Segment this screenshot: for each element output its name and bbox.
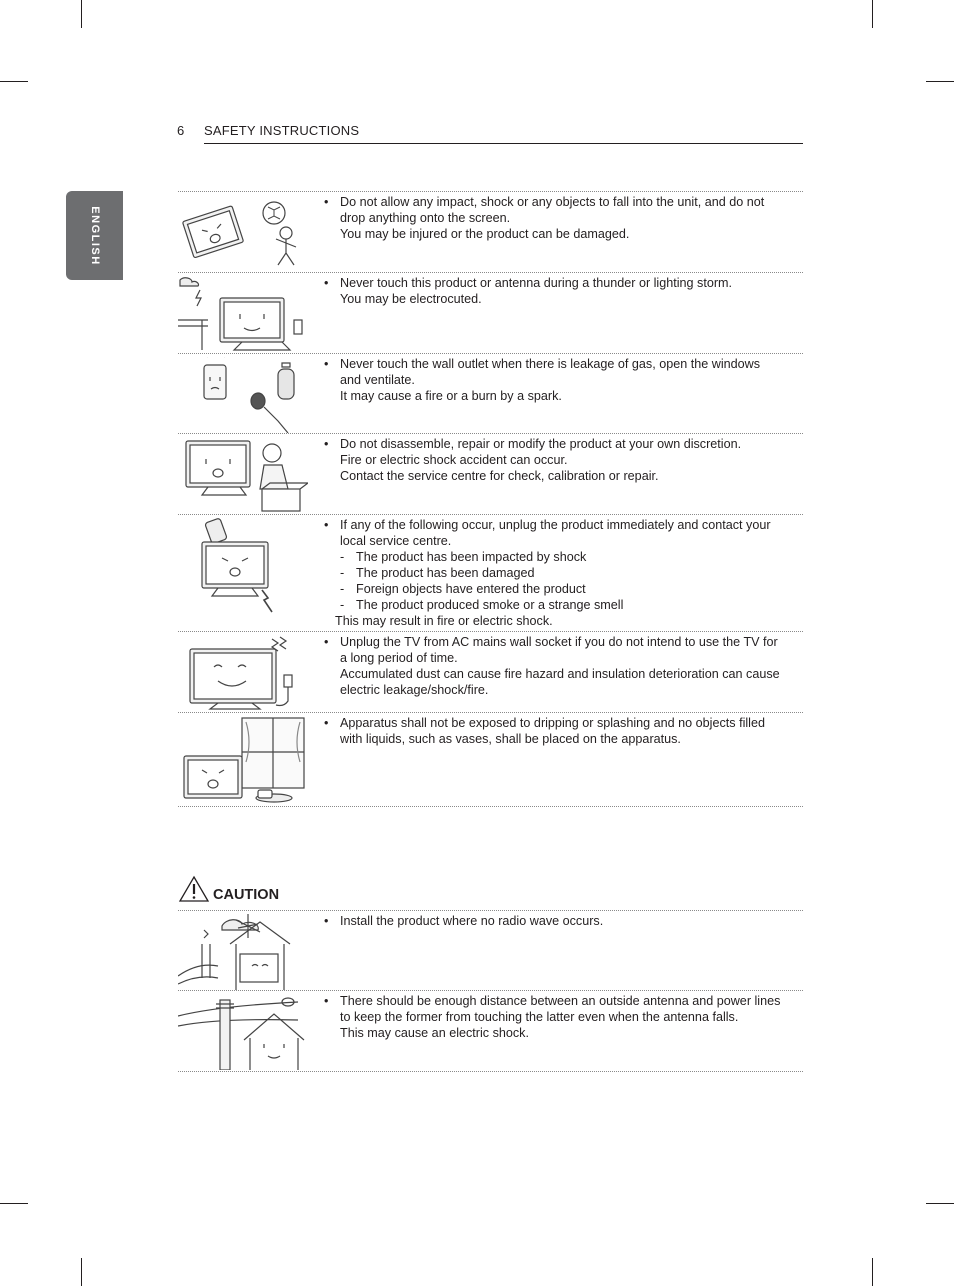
warning-line: Do not disassemble, repair or modify the product at your own discretion. xyxy=(340,437,742,451)
caution-line: This may cause an electric shock. xyxy=(340,1026,529,1040)
crop-mark xyxy=(81,1258,82,1286)
warning-line: Never touch the wall outlet when there is leakage of gas, open the windows and ventilate. xyxy=(340,357,761,387)
warning-line: Contact the service centre for check, calibration or repair. xyxy=(340,469,659,483)
dash-icon: - xyxy=(340,582,345,596)
warning-line: Do not allow any impact, shock or any objects to fall into the unit, and do not drop anything onto the screen. xyxy=(340,195,765,225)
language-tab-label: ENGLISH xyxy=(88,205,101,266)
row-divider xyxy=(178,191,803,192)
warning-line: You may be electrocuted. xyxy=(340,292,482,306)
section-title: SAFETY INSTRUCTIONS xyxy=(204,123,360,138)
dash-icon: - xyxy=(340,566,345,580)
row-divider xyxy=(178,1071,803,1072)
row-divider xyxy=(178,514,803,515)
radio-wave-illustration xyxy=(178,914,308,990)
crop-mark xyxy=(0,81,28,82)
bullet-icon: • xyxy=(324,994,329,1008)
caution-title: CAUTION xyxy=(213,887,280,903)
warning-line: It may cause a fire or a burn by a spark. xyxy=(340,389,562,403)
liquid-illustration xyxy=(178,716,308,806)
caution-text xyxy=(324,993,784,1041)
warning-text xyxy=(324,634,784,698)
crop-mark xyxy=(926,1203,954,1204)
warning-line: Never touch this product or antenna during a thunder or lighting storm. xyxy=(340,276,733,290)
warning-text xyxy=(324,517,784,629)
gas-outlet-illustration xyxy=(178,357,308,433)
header-rule xyxy=(204,143,803,144)
row-divider xyxy=(178,433,803,434)
dash-icon: - xyxy=(340,598,345,612)
warning-line: If any of the following occur, unplug the product immediately and contact your local service centre. xyxy=(340,518,771,548)
language-tab xyxy=(66,191,123,280)
row-divider xyxy=(178,712,803,713)
warning-text xyxy=(324,715,784,747)
row-divider xyxy=(178,806,803,807)
row-divider xyxy=(178,631,803,632)
page-number: 6 xyxy=(177,123,185,138)
caution-heading xyxy=(178,873,279,903)
unplug-tv-illustration xyxy=(178,635,308,711)
row-divider xyxy=(178,272,803,273)
crop-mark xyxy=(81,0,82,28)
row-divider xyxy=(178,990,803,991)
caution-line: Install the product where no radio wave occurs. xyxy=(340,914,604,928)
bullet-icon: • xyxy=(324,635,329,649)
row-divider xyxy=(178,353,803,354)
warning-line: Apparatus shall not be exposed to dripping or splashing and no objects filled with liquids, such as vases, shall be placed on the apparatus. xyxy=(340,716,765,746)
warning-line: Unplug the TV from AC mains wall socket if you do not intend to use the TV for a long period of time. xyxy=(340,635,778,665)
crop-mark xyxy=(926,81,954,82)
warning-line: Fire or electric shock accident can occur. xyxy=(340,453,568,467)
sub-item: - The product has been impacted by shock xyxy=(340,550,587,564)
row-divider xyxy=(178,910,803,911)
bullet-icon: • xyxy=(324,357,329,371)
disassemble-illustration xyxy=(178,437,308,513)
caution-line: There should be enough distance between an outside antenna and power lines to keep the former from touching the latter even when the antenna falls. xyxy=(340,994,781,1024)
caution-text xyxy=(324,913,784,929)
sub-item: - The product has been damaged xyxy=(340,566,535,580)
warning-text xyxy=(324,194,784,242)
warning-text xyxy=(324,436,784,484)
storm-illustration xyxy=(178,276,308,352)
warning-line: Accumulated dust can cause fire hazard and insulation deterioration can cause electric leakage/shock/fire. xyxy=(340,667,780,697)
bullet-icon: • xyxy=(324,195,329,209)
dash-icon: - xyxy=(340,550,345,564)
bullet-icon: • xyxy=(324,276,329,290)
warning-text xyxy=(324,356,784,404)
bullet-icon: • xyxy=(324,914,329,928)
bullet-icon: • xyxy=(324,437,329,451)
shock-damage-illustration xyxy=(178,518,308,618)
impact-illustration xyxy=(178,195,308,271)
bullet-icon: • xyxy=(324,518,329,532)
sub-item: - The product produced smoke or a strange smell xyxy=(340,598,624,612)
sub-item: - Foreign objects have entered the product xyxy=(340,582,586,596)
warning-text xyxy=(324,275,784,307)
crop-mark xyxy=(872,0,873,28)
warning-triangle-icon xyxy=(178,875,210,903)
bullet-icon: • xyxy=(324,716,329,730)
crop-mark xyxy=(872,1258,873,1286)
antenna-powerline-illustration xyxy=(178,994,308,1070)
warning-line: You may be injured or the product can be damaged. xyxy=(340,227,630,241)
warning-tail: This may result in fire or electric shock. xyxy=(335,614,553,628)
crop-mark xyxy=(0,1203,28,1204)
